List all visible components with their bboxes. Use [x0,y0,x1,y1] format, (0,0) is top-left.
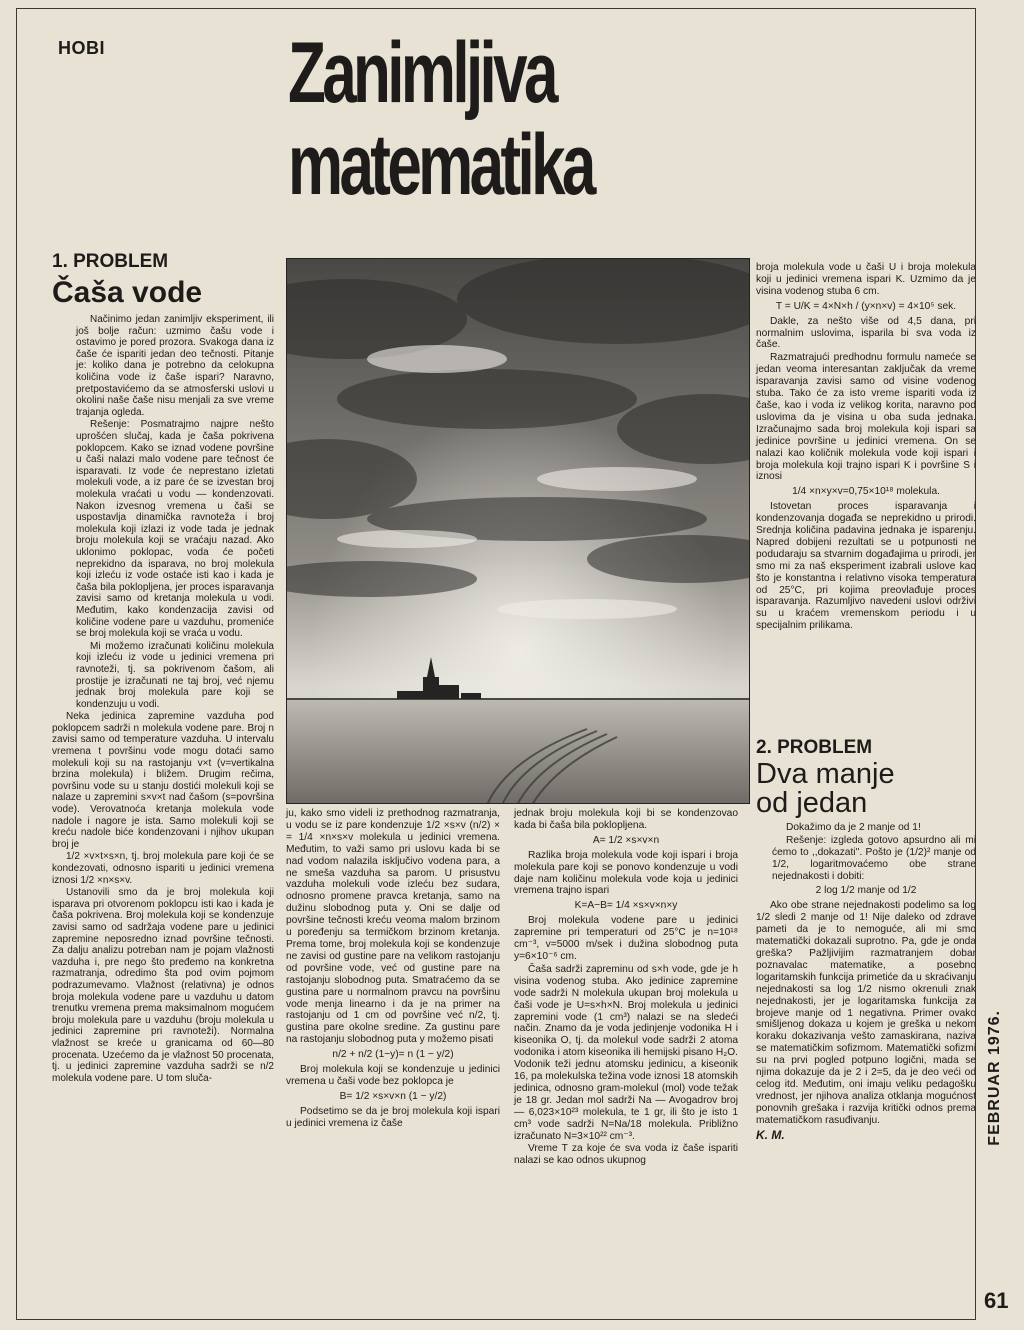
paragraph: Načinimo jedan zanimljiv eksperiment, ili još bolje račun: uzmimo čašu vode i ostavimo je pored prozora. Svakoga dana iz čaše će ispariti jedan deo tečnosti. Pitanje je: koliko dana je potrebno da celokupna količina vode iz čaše ispari? Naravno, pretpostavićemo da se atmosferski uslovi u okolini naše čaše nisu menjali za sve vreme trajanja ogleda. [76,314,274,418]
page-number: 61 [984,1288,1009,1313]
paragraph: Čaša sadrži zapreminu od s×h vode, gde je h visina vodenog stuba. Ako jedinice zapremine vode sadrži N molekula ukupan broj molekula u čaši vode je U=s×h×N. Broj molekula u jedinici zapremini vode (1 cm³) nalazi se na sledeći način. Znamo da je voda jedinjenje vodonika H i kiseonika O, tj. da molekul vode sadrži 2 atoma vodonika i atom kiseonika ili hemijski pisano H₂O. Vodonik teži jednu atomsku jedinicu, a kiseonik 16, pa molekulska težina vode iznosi 18 atomskih jedinica, odnosno gram-molekul (mol) vode težak je 18 gr. Jedan mol sadrži Na — Avogadrov broj — 6,023×10²³ molekula, te 1 gr, ili što je isto 1 cm³ vode sadrži N=Na/18 molekula. Približno izračunato N=3×10²² cm⁻³. [514,963,738,1142]
paragraph: Vreme T za koje će sva voda iz čaše ispariti nalazi se kao odnos ukupnog [514,1143,738,1167]
formula: K=A−B= 1/4 ×s×v×n×y [574,900,678,912]
paragraph: Ustanovili smo da je broj molekula koji isparava pri otvorenom poklopcu isti kao i kada je čaša pokrivena. Broj molekula koji se kondenzuje zavisi samo od sadržaja vodene pare u jedinici zapremine neposredno iznad površine tečnosti. Za dalju analizu potreban nam je pojam vlažnosti vazduha i, pre nego što pređemo na konkretna razmatranja, odredimo šta pod ovim pojmom podrazumevamo. Vlažnost (relativna) je odnos broja molekula vodene pare u vazduhu u datom trenutku vremena prema maksimalnom mogućem broju molekula pare u vazduhu (broju molekula u jedinici zapremine pri ravnoteži). Normalna vlažnost se kreće u granicama od 60—80 procenata. Uzećemo da je vlažnost 50 procenata, tj. u jedinici zapremine vazduha sadrži se n/2 molekula vodene pare. U tom sluča- [52,887,274,1084]
problem-2 [756,737,976,1142]
paragraph: Podsetimo se da je broj molekula koji ispari u jedinici vremena iz čaše [286,1105,500,1129]
paragraph: Razlika broja molekula vode koji ispari i broja molekula pare koji se ponovo kondenzuje u vodi daje nam količinu molekula vode koja u jedinici vremena trajno ispari [514,849,738,897]
landscape-photo [286,258,750,804]
paragraph: 1/2 ×v×t×s×n, tj. broj molekula pare koji će se kondezovati, odnosno ispariti u jedinici vremena iznosi 1/2 ×n×s×v. [52,851,274,886]
title-line-2: matematika [288,117,593,213]
paragraph: jednak broju molekula koji bi se kondenzovao kada bi čaša bila poklopljena. [514,808,738,831]
paragraph: Rešenje: izgleda gotovo apsurdno ali mi ćemo to ,,dokazati''. Pošto je (1/2)² manje od 1/2, logaritmovaćemo obe strane nejednakosti i dobiti: [772,834,976,882]
paragraph: Broj molekula koji se kondenzuje u jedinici vremena u čaši vode bez poklopca je [286,1064,500,1087]
paragraph: Istovetan proces isparavanja i kondenzovanja događa se neprekidno u prirodi. Srednja količina padavina jednaka je isparenju. Napred dobijeni rezultati se u potpunosti ne podudaraju sa stvarnim događajima u prirodi, jer smo mi za naš eksperiment izabrali uslove kao što je konstantna i relativno visoka temperatura od 25°C, pri kojima preovlađuje proces isparavanja. Razumljivo navedeni uslovi održivi su u kraćem vremenskom periodu i u specijalnim prilikama. [756,501,976,632]
problem-2-heading [756,757,976,819]
section-label: HOBI [58,38,105,58]
column-3 [514,808,738,1168]
paragraph: Dakle, za nešto više od 4,5 dana, pri normalnim uslovima, isparila bi sva voda iz čaše. [756,315,976,351]
author-signature: K. M. [756,1127,785,1142]
page-title [288,25,593,213]
formula: 1/4 ×n×y×v=0,75×10¹⁸ molekula. [792,486,940,498]
issue-date [986,1010,1006,1146]
formula: B= 1/2 ×s×v×n (1 − y/2) [339,1090,447,1102]
paragraph: Neka jedinica zapremine vazduha pod poklopcem sadrži n molekula vodene pare. Broj n zavisi samo od temperature vazduha. U intervalu vremena t površinu vode mogu dotaći samo molekuli koji su na rastojanju v×t (v=vertikalna brzina molekula) i bližem. Drugim rečima, površinu vode su u stanju dostići molekuli koji se nalaze u zapremini s×v×t nad čašom (s=površina vode). Verovatnoća kretanja molekula vode nadole i nagore je ista. Samo molekuli koji se kreću nadole biće kondenzovani i njihov ukupan broj je [52,711,274,850]
column-2 [286,808,500,1131]
paragraph: Mi možemo izračunati količinu molekula koji izleću iz vode u jedinici vremena pri ravnoteži, tj. sa pokrivenom čašom, ali prostije je izračunati ne taj broj, već njemu jednak broj molekula pare koji se kondenzuju u vodi. [76,640,274,710]
problem-1-heading: Čaša vode [52,276,203,310]
column-1 [52,251,274,1085]
paragraph: Razmatrajući predhodnu formulu nameće se jedan veoma interesantan zaključak da vreme isparavanja zavisi samo od visine vodenog stuba. Tako će za isto vreme ispariti voda iz čaše, kao i voda iz velikog korita, naravno pod uslovima da je visina u oba suda jednaka. Izračunajmo sada broj molekula koji ispari sa jedinice površine u jedinici vremena. On se nalazi kao količnik molekula vode koji ispari i broja molekula koji trajno ispari K i površine S i iznosi [756,352,976,483]
formula: 2 log 1/2 manje od 1/2 [815,885,917,897]
formula: A= 1/2 ×s×v×n [592,834,660,846]
problem-1-label: 1. PROBLEM [52,251,169,272]
issue-date-text: FEBRUAR 1976. [986,1010,1003,1146]
formula: T = U/K = 4×N×h / (y×n×v) = 4×10⁵ sek. [775,300,957,312]
problem-2-label: 2. PROBLEM [756,737,873,758]
paragraph: Rešenje: Posmatrajmo najpre nešto uprošćen slučaj, kada je čaša pokrivena poklopcem. Kako se iznad vodene površine u čaši nalazi malo vodene pare tečnost će isparavati. Iz vode će neprestano izletati molekuli vode, a iz pare će se izvestan broj molekula vraćati u vodu — kondenzovati. Nakon izvesnog vremena u čaši se uspostavlja dinamička ravnoteža i broj molekula koji izlazi iz vode tada je jednak broju molekula koji se vraćaju nazad. Ako uklonimo poklopac, voda će početi neprekidno da isparava, no broj molekula koji izleću iz vode ostaće isti kao i kada je čaša bila poklopljena, jer proces isparavanja zavisi samo od kretanja molekula u vodi. Međutim, kako kondenzacija zavisi od količine vodene pare u vazduhu, promeniće se broj molekula koji se vraća u vodu. [76,419,274,640]
column-4 [756,262,976,633]
paragraph: Ako obe strane nejednakosti podelimo sa log 1/2 sledi 2 manje od 1! Nije daleko od zdrave pameti da je to nemoguće, ali mi smo matematički dokazali suprotno. Pa, gde je onda greška? Pažljivijim razmatranjem dobar poznavalac matematike, a posebno logaritamskih funkcija primetiće da u skraćivanju nejednakosti sa log 1/2 nismo okrenuli znak nejednakosti, jer je logaritamska funkcija za brojeve manje od 1 negativna. Primer ovako smišljenog dokaza u kojem je greška u nekom koraku dokazivanja vešto zamaskirana, naziva se matematičkim sofizmom. Matematički sofizmi su na prvi pogled potpuno logični, mada se njima dokazuje da je 2 i 2=5, da je deo veći od celog itd. Međutim, oni imaju veliku pedagošku vrednost, jer njihova analiza otklanja mogućnost ponovnih grešaka i razvija kritički odnos prema matematičkom rasuđivanju. [756,900,976,1126]
title-line-1: Zanimljiva [288,25,555,121]
problem-2-heading-line-2: od jedan [756,786,868,819]
paragraph: Dokažimo da je 2 manje od 1! [786,821,921,833]
formula: n/2 + n/2 (1−y)= n (1 − y/2) [332,1049,454,1061]
paragraph: broja molekula vode u čaši U i broja molekula koji u jedinici vremena ispari K. Uzmimo da je visina vodenog stuba 6 cm. [756,262,976,297]
paragraph: ju, kako smo videli iz prethodnog razmatranja, u vodu se iz pare kondenzuje 1/2 ×s×v (n/2) × = 1/4 ×n×s×v molekula u jedinici vremena. Međutim, to važi samo pri uslovu kada bi se nad vodom nalazila isključivo vodena para, a ne smeša vazduha sa parom. U prisustvu vazduha molekuli vode izleću bez sudara, odnosno promene pravca kretanja, samo na dužinu slobodnog puta y. Oni se dalje od površine tečnosti kreću veoma malom brzinom u poređenju sa termičkom brzinom kretanja. Prema tome, broj molekula koji se kondenzuje ne zavisi od gustine pare na velikom rastojanju od površine vode, već od gustine pare na rastojanju slobodnog puta. Smatraćemo da se gustina pare u normalnom pravcu na površinu vode menja linearno i da je na primer na rastojanju od 1 cm od površine već n/2, tj. gustina pare okolne sredine. Za gustinu pare na rastojanju slobodnog puta y možemo pisati [286,808,500,1046]
paragraph: Broj molekula vodene pare u jedinici zapremine pri temperaturi od 25°C je n=10¹⁸ cm⁻³, v=5000 m/sek i dužina slobodnog puta y=6×10⁻⁶ cm. [514,915,738,962]
problem-2-heading-line-1: Dva manje [756,757,895,790]
